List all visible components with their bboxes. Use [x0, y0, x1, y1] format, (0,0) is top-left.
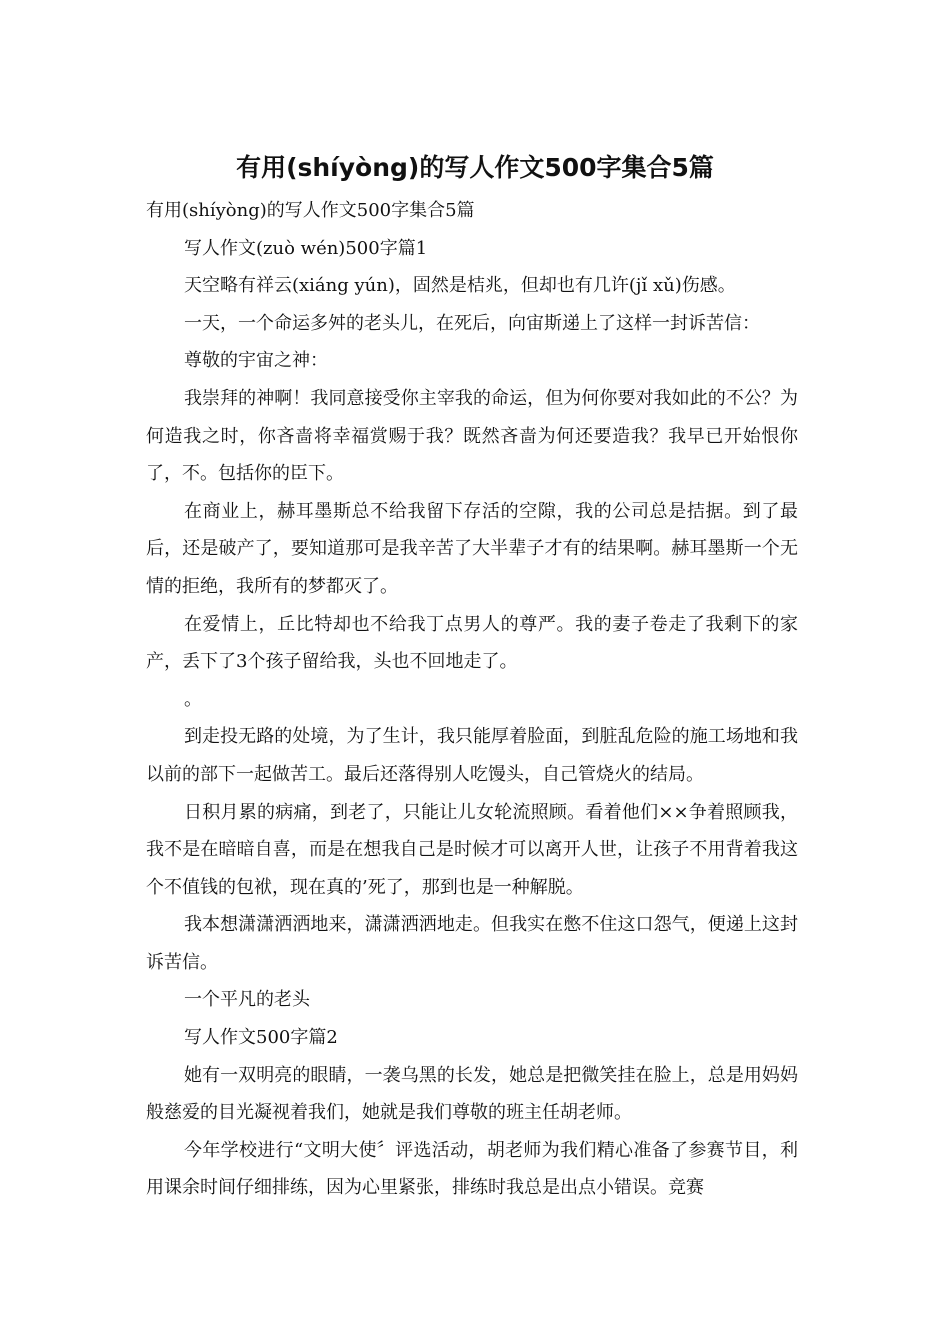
paragraph: 在商业上，赫耳墨斯总不给我留下存活的空隙，我的公司总是拮据。到了最后，还是破产了，要知道那可是我辛苦了大半辈子才有的结果啊。赫耳墨斯一个无情的拒绝，我所有的梦都灭了。 [146, 500, 798, 597]
document-body [146, 192, 798, 1207]
paragraph: 一天，一个命运多舛的老头儿，在死后，向宙斯递上了这样一封诉苦信： [184, 312, 760, 334]
paragraph: 在爱情上，丘比特却也不给我丁点男人的尊严。我的妻子卷走了我剩下的家产，丢下了3个孩子留给我，头也不回地走了。 [146, 613, 798, 673]
paragraph: 我本想潇潇洒洒地来，潇潇洒洒地走。但我实在憋不住这口怨气，便递上这封诉苦信。 [146, 914, 798, 973]
paragraph: 。 [184, 688, 202, 710]
paragraph: 今年学校进行“文明大使〞评选活动，胡老师为我们精心准备了参赛节目，利用课余时间仔细排练，因为心里紧张，排练时我总是出点小错误。竞赛 [146, 1139, 798, 1199]
paragraph: 有用(shíyòng)的写人作文500字集合5篇 [146, 200, 475, 221]
paragraph: 日积月累的病痛，到老了，只能让儿女轮流照顾。看着他们××争着照顾我，我不是在暗暗自喜，而是在想我自己是时候才可以离开人世，让孩子不用背着我这个不值钱的包袱，现在真的’死了，那到也是一种解脱。 [146, 801, 798, 898]
paragraph: 一个平凡的老头 [184, 989, 310, 1011]
document-title: 有用(shíyòng)的写人作文500字集合5篇 [236, 153, 714, 182]
paragraph: 她有一双明亮的眼睛，一袭乌黑的长发，她总是把微笑挂在脸上，总是用妈妈般慈爱的目光凝视着我们，她就是我们尊敬的班主任胡老师。 [146, 1064, 798, 1124]
paragraph: 到走投无路的处境，为了生计，我只能厚着脸面，到脏乱危险的施工场地和我以前的部下一起做苦工。最后还落得别人吃馒头，自己管烧火的结局。 [146, 726, 798, 785]
paragraph: 写人作文(zuò wén)500字篇1 [184, 237, 428, 259]
paragraph: 写人作文500字篇2 [184, 1027, 338, 1049]
paragraph: 天空略有祥云(xiáng yún)，固然是桔兆，但却也有几许(jǐ xǔ)伤感。 [184, 275, 736, 297]
paragraph: 我崇拜的神啊！我同意接受你主宰我的命运，但为何你要对我如此的不公？为何造我之时，你吝啬将幸福赏赐于我？既然吝啬为何还要造我？我早已开始恨你了，不。包括你的臣下。 [146, 387, 798, 485]
paragraph: 尊敬的宇宙之神： [184, 350, 328, 372]
